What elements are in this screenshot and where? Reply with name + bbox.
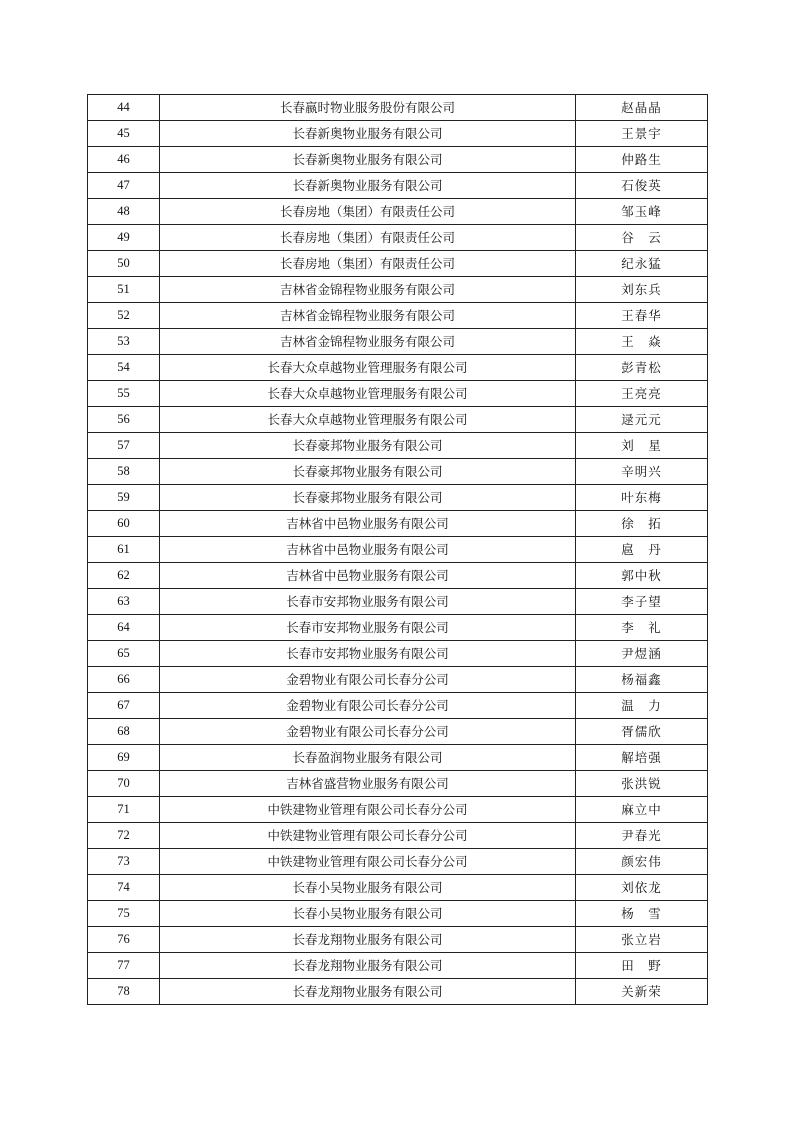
table-row xyxy=(88,615,708,641)
person-name-cell: 叶东梅 xyxy=(576,485,708,511)
table-row xyxy=(88,381,708,407)
person-name-cell: 王景宇 xyxy=(576,121,708,147)
company-name-cell: 长春大众卓越物业管理服务有限公司 xyxy=(160,355,576,381)
table-row xyxy=(88,823,708,849)
row-number-cell: 51 xyxy=(88,277,160,303)
table-row xyxy=(88,225,708,251)
row-number-cell: 44 xyxy=(88,95,160,121)
person-name-cell: 尹春光 xyxy=(576,823,708,849)
company-name-cell: 长春龙翔物业服务有限公司 xyxy=(160,927,576,953)
table-row xyxy=(88,95,708,121)
company-name-cell: 长春大众卓越物业管理服务有限公司 xyxy=(160,407,576,433)
person-name-cell: 谷 云 xyxy=(576,225,708,251)
person-name-cell: 刘东兵 xyxy=(576,277,708,303)
table-row xyxy=(88,901,708,927)
person-name-cell: 杨福鑫 xyxy=(576,667,708,693)
row-number-cell: 61 xyxy=(88,537,160,563)
company-name-cell: 长春龙翔物业服务有限公司 xyxy=(160,979,576,1005)
row-number-cell: 73 xyxy=(88,849,160,875)
person-name-cell: 李子望 xyxy=(576,589,708,615)
company-name-cell: 吉林省金锦程物业服务有限公司 xyxy=(160,303,576,329)
table-row xyxy=(88,797,708,823)
row-number-cell: 76 xyxy=(88,927,160,953)
table-row xyxy=(88,849,708,875)
row-number-cell: 69 xyxy=(88,745,160,771)
table-row xyxy=(88,355,708,381)
company-name-cell: 长春新奥物业服务有限公司 xyxy=(160,147,576,173)
table-row xyxy=(88,589,708,615)
row-number-cell: 62 xyxy=(88,563,160,589)
table-row xyxy=(88,641,708,667)
company-name-cell: 吉林省中邑物业服务有限公司 xyxy=(160,511,576,537)
table-row xyxy=(88,511,708,537)
table-row xyxy=(88,537,708,563)
table-row xyxy=(88,251,708,277)
person-name-cell: 郭中秋 xyxy=(576,563,708,589)
row-number-cell: 45 xyxy=(88,121,160,147)
table-row xyxy=(88,303,708,329)
row-number-cell: 68 xyxy=(88,719,160,745)
table-row xyxy=(88,927,708,953)
row-number-cell: 53 xyxy=(88,329,160,355)
row-number-cell: 55 xyxy=(88,381,160,407)
company-name-cell: 中铁建物业管理有限公司长春分公司 xyxy=(160,823,576,849)
company-name-cell: 长春房地（集团）有限责任公司 xyxy=(160,251,576,277)
row-number-cell: 74 xyxy=(88,875,160,901)
company-name-cell: 吉林省金锦程物业服务有限公司 xyxy=(160,277,576,303)
row-number-cell: 72 xyxy=(88,823,160,849)
table-row xyxy=(88,459,708,485)
company-name-cell: 中铁建物业管理有限公司长春分公司 xyxy=(160,849,576,875)
person-name-cell: 王春华 xyxy=(576,303,708,329)
row-number-cell: 47 xyxy=(88,173,160,199)
company-name-cell: 吉林省盛营物业服务有限公司 xyxy=(160,771,576,797)
company-name-cell: 吉林省中邑物业服务有限公司 xyxy=(160,537,576,563)
company-name-cell: 长春大众卓越物业管理服务有限公司 xyxy=(160,381,576,407)
row-number-cell: 78 xyxy=(88,979,160,1005)
person-name-cell: 颜宏伟 xyxy=(576,849,708,875)
person-name-cell: 石俊英 xyxy=(576,173,708,199)
person-name-cell: 解培强 xyxy=(576,745,708,771)
row-number-cell: 65 xyxy=(88,641,160,667)
table-row xyxy=(88,563,708,589)
company-name-cell: 长春市安邦物业服务有限公司 xyxy=(160,641,576,667)
person-name-cell: 麻立中 xyxy=(576,797,708,823)
roster-table-body xyxy=(88,95,708,1005)
company-name-cell: 长春小吴物业服务有限公司 xyxy=(160,875,576,901)
table-row xyxy=(88,771,708,797)
table-row xyxy=(88,121,708,147)
person-name-cell: 王 焱 xyxy=(576,329,708,355)
table-row xyxy=(88,979,708,1005)
company-name-cell: 吉林省中邑物业服务有限公司 xyxy=(160,563,576,589)
person-name-cell: 田 野 xyxy=(576,953,708,979)
row-number-cell: 63 xyxy=(88,589,160,615)
table-row xyxy=(88,329,708,355)
person-name-cell: 王亮亮 xyxy=(576,381,708,407)
person-name-cell: 彭青松 xyxy=(576,355,708,381)
company-name-cell: 长春新奥物业服务有限公司 xyxy=(160,173,576,199)
table-row xyxy=(88,485,708,511)
row-number-cell: 59 xyxy=(88,485,160,511)
table-row xyxy=(88,693,708,719)
company-name-cell: 长春新奥物业服务有限公司 xyxy=(160,121,576,147)
row-number-cell: 77 xyxy=(88,953,160,979)
table-row xyxy=(88,433,708,459)
table-row xyxy=(88,875,708,901)
row-number-cell: 58 xyxy=(88,459,160,485)
row-number-cell: 54 xyxy=(88,355,160,381)
table-row xyxy=(88,147,708,173)
table-row xyxy=(88,719,708,745)
person-name-cell: 杨 雪 xyxy=(576,901,708,927)
roster-table xyxy=(87,94,708,1005)
person-name-cell: 关新荣 xyxy=(576,979,708,1005)
row-number-cell: 71 xyxy=(88,797,160,823)
company-name-cell: 长春小吴物业服务有限公司 xyxy=(160,901,576,927)
company-name-cell: 长春豪邦物业服务有限公司 xyxy=(160,485,576,511)
person-name-cell: 张立岩 xyxy=(576,927,708,953)
company-name-cell: 长春市安邦物业服务有限公司 xyxy=(160,615,576,641)
company-name-cell: 长春豪邦物业服务有限公司 xyxy=(160,459,576,485)
row-number-cell: 46 xyxy=(88,147,160,173)
company-name-cell: 长春龙翔物业服务有限公司 xyxy=(160,953,576,979)
table-row xyxy=(88,953,708,979)
table-row xyxy=(88,277,708,303)
table-row xyxy=(88,667,708,693)
company-name-cell: 长春嬴时物业服务股份有限公司 xyxy=(160,95,576,121)
row-number-cell: 57 xyxy=(88,433,160,459)
company-name-cell: 金碧物业有限公司长春分公司 xyxy=(160,667,576,693)
person-name-cell: 邹玉峰 xyxy=(576,199,708,225)
company-name-cell: 长春房地（集团）有限责任公司 xyxy=(160,225,576,251)
row-number-cell: 67 xyxy=(88,693,160,719)
row-number-cell: 60 xyxy=(88,511,160,537)
person-name-cell: 刘 星 xyxy=(576,433,708,459)
person-name-cell: 李 礼 xyxy=(576,615,708,641)
person-name-cell: 赵晶晶 xyxy=(576,95,708,121)
row-number-cell: 50 xyxy=(88,251,160,277)
company-name-cell: 金碧物业有限公司长春分公司 xyxy=(160,693,576,719)
person-name-cell: 仲路生 xyxy=(576,147,708,173)
row-number-cell: 66 xyxy=(88,667,160,693)
person-name-cell: 刘依龙 xyxy=(576,875,708,901)
row-number-cell: 49 xyxy=(88,225,160,251)
company-name-cell: 长春豪邦物业服务有限公司 xyxy=(160,433,576,459)
person-name-cell: 尹煜涵 xyxy=(576,641,708,667)
person-name-cell: 徐 拓 xyxy=(576,511,708,537)
row-number-cell: 64 xyxy=(88,615,160,641)
person-name-cell: 张洪锐 xyxy=(576,771,708,797)
person-name-cell: 纪永猛 xyxy=(576,251,708,277)
table-row xyxy=(88,199,708,225)
row-number-cell: 52 xyxy=(88,303,160,329)
person-name-cell: 辛明兴 xyxy=(576,459,708,485)
person-name-cell: 逯元元 xyxy=(576,407,708,433)
person-name-cell: 温 力 xyxy=(576,693,708,719)
company-name-cell: 吉林省金锦程物业服务有限公司 xyxy=(160,329,576,355)
row-number-cell: 56 xyxy=(88,407,160,433)
row-number-cell: 75 xyxy=(88,901,160,927)
person-name-cell: 扈 丹 xyxy=(576,537,708,563)
company-name-cell: 金碧物业有限公司长春分公司 xyxy=(160,719,576,745)
table-row xyxy=(88,173,708,199)
row-number-cell: 48 xyxy=(88,199,160,225)
row-number-cell: 70 xyxy=(88,771,160,797)
company-name-cell: 长春市安邦物业服务有限公司 xyxy=(160,589,576,615)
document-page xyxy=(87,94,707,1005)
table-row xyxy=(88,407,708,433)
company-name-cell: 长春房地（集团）有限责任公司 xyxy=(160,199,576,225)
person-name-cell: 胥儒欣 xyxy=(576,719,708,745)
company-name-cell: 中铁建物业管理有限公司长春分公司 xyxy=(160,797,576,823)
company-name-cell: 长春盈润物业服务有限公司 xyxy=(160,745,576,771)
table-row xyxy=(88,745,708,771)
